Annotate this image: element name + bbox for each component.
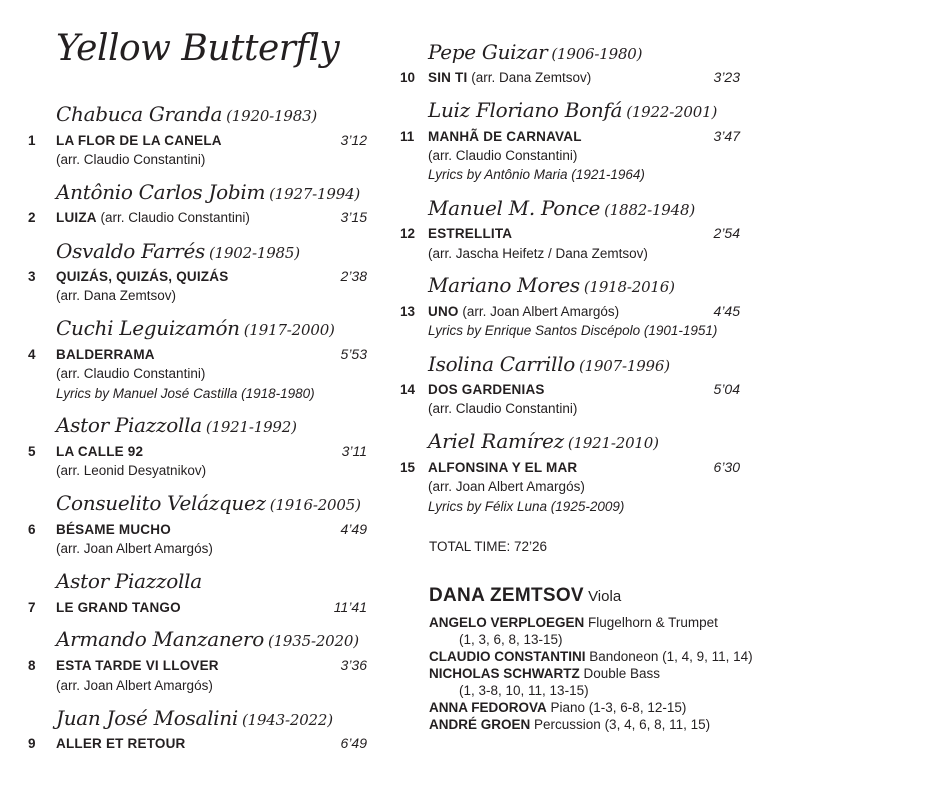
composer-name: Armando Manzanero (56, 627, 264, 651)
composer-heading (56, 491, 361, 517)
composer-heading (56, 239, 300, 265)
track-title: LA FLOR DE LA CANELA (56, 133, 222, 148)
track-number: 10 (400, 70, 416, 85)
track-title: ESTA TARDE VI LLOVER (56, 658, 219, 673)
composer-name: Manuel M. Ponce (428, 196, 601, 220)
track-number: 11 (400, 129, 415, 144)
composer-name: Cuchi Leguizamón (56, 316, 240, 340)
track-duration: 4’49 (340, 521, 367, 537)
track-title-line (56, 656, 219, 675)
musician-name: ANGELO VERPLOEGEN (429, 615, 585, 630)
musician-credit (429, 699, 686, 716)
composer-dates: (1922-2001) (626, 103, 718, 121)
composer-heading (56, 180, 360, 206)
composer-name: Osvaldo Farrés (56, 239, 205, 263)
track-arranger: (arr. Claudio Constantini) (56, 366, 206, 381)
track-number: 4 (28, 347, 36, 362)
track-number: 12 (400, 226, 416, 241)
composer-name: Ariel Ramírez (428, 429, 564, 453)
track-title: SIN TI (428, 70, 468, 85)
composer-heading (428, 40, 642, 66)
track-duration: 4’45 (713, 303, 740, 319)
track-duration: 11’41 (333, 599, 367, 615)
track-title-line (56, 442, 143, 461)
track-number: 2 (28, 210, 36, 225)
track-title-line (428, 224, 512, 243)
track-lyricist: Lyrics by Enrique Santos Discépolo (1901-1951) (428, 323, 718, 338)
track-title-line (56, 345, 155, 364)
composer-name: Astor Piazzolla (56, 413, 202, 437)
musician-name: ANDRÉ GROEN (429, 717, 531, 732)
musician-tracks: (1, 3-8, 10, 11, 13-15) (459, 683, 589, 698)
musician-role: Flugelhorn & Trumpet (588, 615, 718, 630)
musician-role: Percussion (3, 4, 6, 8, 11, 15) (534, 717, 711, 732)
track-number: 6 (28, 522, 36, 537)
track-title-line (56, 520, 171, 539)
track-title-line (56, 267, 228, 286)
track-number: 1 (28, 133, 36, 148)
composer-dates: (1902-1985) (208, 244, 300, 262)
track-duration: 5’53 (340, 346, 367, 362)
track-title: MANHÃ DE CARNAVAL (428, 129, 582, 144)
track-duration: 2’38 (340, 268, 367, 284)
musician-credit (429, 648, 753, 665)
track-duration: 3’12 (340, 132, 367, 148)
track-title: ESTRELLITA (428, 226, 513, 241)
composer-name: Juan José Mosalini (56, 706, 238, 730)
track-title-line (56, 208, 250, 227)
composer-heading (56, 706, 333, 732)
track-title: DOS GARDENIAS (428, 382, 545, 397)
track-arranger: (arr. Leonid Desyatnikov) (56, 463, 207, 478)
album-title: Yellow Butterfly (56, 28, 340, 69)
musician-tracks: (1, 3, 6, 8, 13-15) (459, 632, 563, 647)
track-title-line (428, 68, 591, 87)
composer-dates: (1918-2016) (583, 278, 675, 296)
musician-credit (429, 665, 660, 682)
track-duration: 3’15 (340, 209, 367, 225)
composer-dates: (1882-1948) (604, 201, 695, 219)
track-duration: 6’30 (713, 459, 740, 475)
track-duration: 3’36 (340, 657, 367, 673)
track-title-line (428, 127, 582, 146)
track-duration: 6’49 (340, 735, 367, 751)
track-number: 5 (28, 444, 36, 459)
track-arranger: (arr. Claudio Constantini) (96, 210, 250, 225)
composer-heading (56, 316, 335, 342)
composer-heading (56, 569, 202, 593)
track-arranger: (arr. Joan Albert Amargós) (56, 541, 213, 556)
musician-name: ANNA FEDOROVA (429, 700, 547, 715)
composer-heading (56, 627, 359, 653)
musician-role: Piano (1-3, 6-8, 12-15) (550, 700, 687, 715)
track-number: 3 (28, 269, 36, 284)
track-lyricist: Lyrics by Manuel José Castilla (1918-1980) (56, 386, 315, 401)
track-title: ALFONSINA Y EL MAR (428, 460, 578, 475)
track-title-line (56, 734, 186, 753)
composer-name: Chabuca Granda (56, 102, 223, 126)
composer-dates: (1906-1980) (551, 45, 643, 63)
lead-artist-name: DANA ZEMTSOV (429, 585, 584, 606)
composer-name: Pepe Guizar (428, 40, 548, 64)
track-title-line (428, 302, 619, 321)
track-title-line (56, 598, 181, 617)
composer-dates: (1927-1994) (269, 185, 361, 203)
musician-role: Bandoneon (1, 4, 9, 11, 14) (589, 649, 753, 664)
total-time: TOTAL TIME: 72’26 (429, 539, 548, 554)
track-duration: 3’47 (713, 128, 740, 144)
composer-heading (428, 429, 659, 455)
track-title: LE GRAND TANGO (56, 600, 181, 615)
track-arranger: (arr. Dana Zemtsov) (467, 70, 592, 85)
composer-name: Antônio Carlos Jobim (56, 180, 266, 204)
composer-dates: (1935-2020) (267, 632, 359, 650)
composer-heading (428, 352, 670, 378)
track-arranger: (arr. Claudio Constantini) (428, 401, 578, 416)
track-arranger: (arr. Joan Albert Amargós) (428, 479, 585, 494)
composer-dates: (1907-1996) (578, 357, 670, 375)
musician-credit (429, 614, 718, 631)
composer-heading (428, 98, 717, 124)
composer-dates: (1917-2000) (243, 321, 335, 339)
musician-credit (429, 716, 710, 733)
composer-heading (56, 413, 297, 439)
track-title: LA CALLE 92 (56, 444, 144, 459)
track-arranger: (arr. Claudio Constantini) (428, 148, 578, 163)
composer-dates: (1916-2005) (269, 496, 361, 514)
track-title: QUIZÁS, QUIZÁS, QUIZÁS (56, 269, 229, 284)
composer-name: Mariano Mores (428, 273, 580, 297)
lead-artist (429, 585, 621, 608)
track-duration: 5’04 (713, 381, 740, 397)
track-number: 15 (400, 460, 416, 475)
track-title-line (56, 131, 222, 150)
composer-name: Isolina Carrillo (428, 352, 575, 376)
track-title-line (428, 458, 577, 477)
track-title: UNO (428, 304, 459, 319)
track-title-line (428, 380, 545, 399)
track-arranger: (arr. Joan Albert Amargós) (56, 678, 213, 693)
composer-dates: (1921-2010) (567, 434, 659, 452)
composer-heading (428, 273, 675, 299)
track-duration: 3’11 (341, 443, 367, 459)
composer-heading (428, 196, 695, 222)
track-arranger: (arr. Claudio Constantini) (56, 152, 206, 167)
track-number: 14 (400, 382, 416, 397)
track-duration: 3’23 (713, 69, 740, 85)
musician-name: CLAUDIO CONSTANTINI (429, 649, 586, 664)
track-title: BALDERRAMA (56, 347, 155, 362)
track-lyricist: Lyrics by Antônio Maria (1921-1964) (428, 167, 645, 182)
composer-name: Consuelito Velázquez (56, 491, 266, 515)
track-title: ALLER ET RETOUR (56, 736, 186, 751)
track-number: 9 (28, 736, 36, 751)
composer-dates: (1920-1983) (226, 107, 318, 125)
track-arranger: (arr. Dana Zemtsov) (56, 288, 177, 303)
track-lyricist: Lyrics by Félix Luna (1925-2009) (428, 499, 625, 514)
track-arranger: (arr. Jascha Heifetz / Dana Zemtsov) (428, 246, 648, 261)
composer-dates: (1943-2022) (241, 711, 333, 729)
composer-dates: (1921-1992) (205, 418, 297, 436)
track-title: BÉSAME MUCHO (56, 522, 171, 537)
musician-role: Double Bass (583, 666, 661, 681)
composer-name: Astor Piazzolla (56, 569, 202, 593)
composer-heading (56, 102, 317, 128)
track-number: 7 (28, 600, 36, 615)
composer-name: Luiz Floriano Bonfá (428, 98, 623, 122)
musician-name: NICHOLAS SCHWARTZ (429, 666, 580, 681)
track-number: 13 (400, 304, 416, 319)
track-duration: 2’54 (713, 225, 740, 241)
track-title: LUIZA (56, 210, 97, 225)
track-number: 8 (28, 658, 36, 673)
track-arranger: (arr. Joan Albert Amargós) (458, 304, 620, 319)
lead-artist-instrument: Viola (588, 588, 622, 605)
